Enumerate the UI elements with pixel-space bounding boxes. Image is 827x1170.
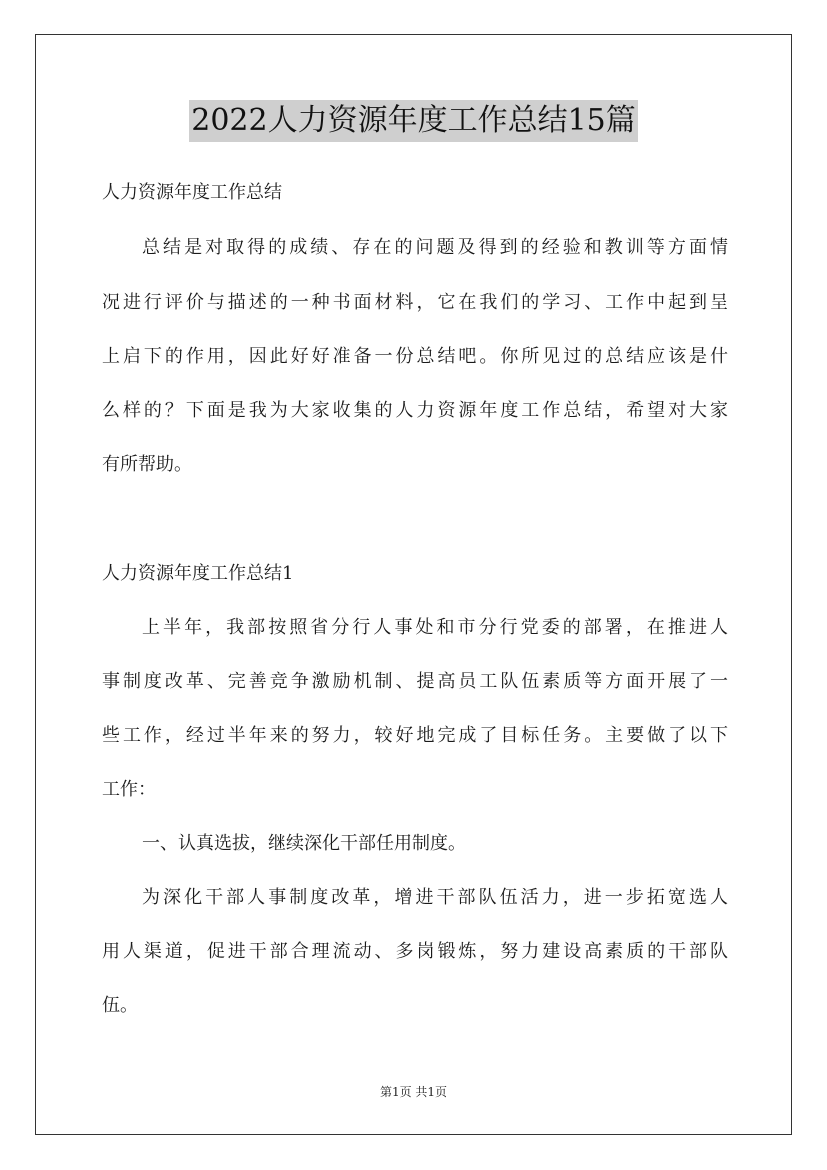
section-paragraph-line: 些工作，经过半年来的努力，较好地完成了目标任务。主要做了以下 xyxy=(102,725,728,746)
intro-paragraph-line: 上启下的作用，因此好好准备一份总结吧。你所见过的总结应该是什 xyxy=(102,346,728,367)
title-container xyxy=(0,100,827,142)
intro-heading: 人力资源年度工作总结 xyxy=(102,182,282,203)
section-heading: 人力资源年度工作总结1 xyxy=(102,563,294,584)
intro-paragraph-line: 况进行评价与描述的一种书面材料，它在我们的学习、工作中起到呈 xyxy=(102,292,728,313)
intro-paragraph-line: 总结是对取得的成绩、存在的问题及得到的经验和教训等方面情 xyxy=(142,237,728,258)
section-paragraph-line: 事制度改革、完善竞争激励机制、提高员工队伍素质等方面开展了一 xyxy=(102,671,728,692)
section-paragraph-line: 为深化干部人事制度改革，增进干部队伍活力，进一步拓宽选人 xyxy=(142,887,728,908)
page-footer: 第1页 共1页 xyxy=(379,1085,448,1099)
intro-paragraph-line: 有所帮助。 xyxy=(102,454,192,475)
section-paragraph-line: 上半年，我部按照省分行人事处和市分行党委的部署，在推进人 xyxy=(142,617,728,638)
subheading: 一、认真选拔，继续深化干部任用制度。 xyxy=(142,833,466,854)
section-paragraph-line: 用人渠道，促进干部合理流动、多岗锻炼，努力建设高素质的干部队 xyxy=(102,941,728,962)
section-paragraph-line: 伍。 xyxy=(102,995,138,1016)
document-title: 2022人力资源年度工作总结15篇 xyxy=(189,100,638,142)
intro-paragraph-line: 么样的？下面是我为大家收集的人力资源年度工作总结，希望对大家 xyxy=(102,400,728,421)
section-paragraph-line: 工作： xyxy=(102,779,156,800)
